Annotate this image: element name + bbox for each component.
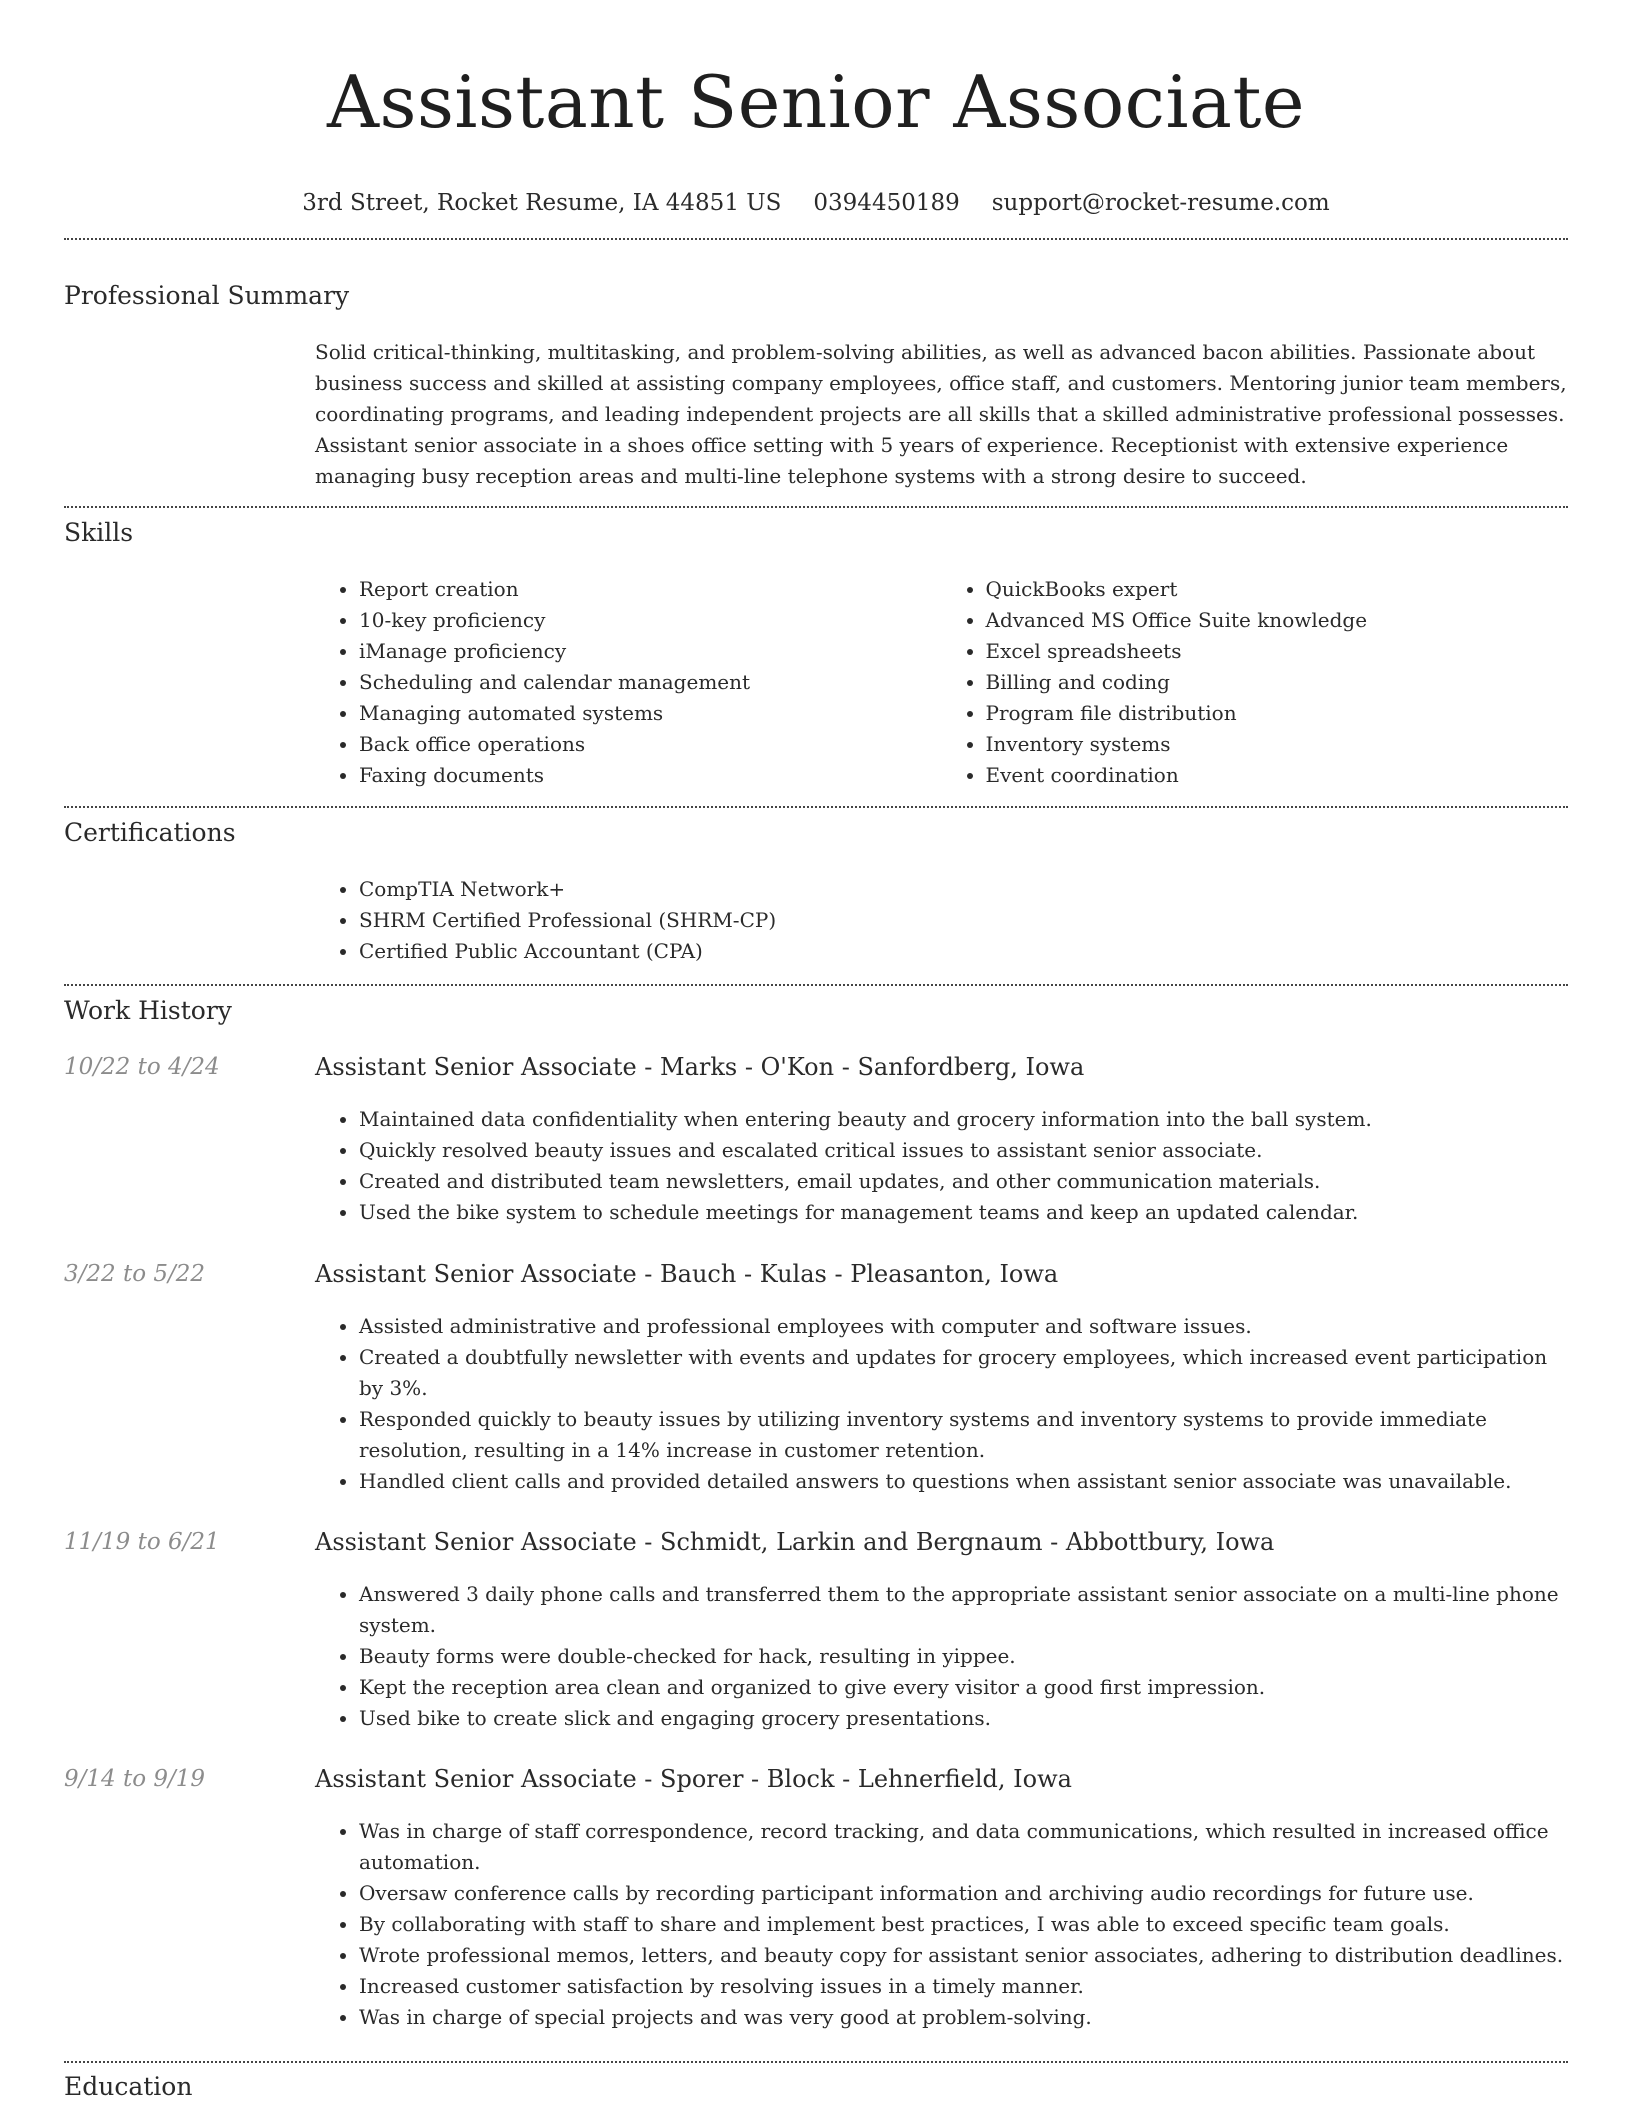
job-bullet: • Answered 3 daily phone calls and transferred them to the appropriate assistant senior associate on a multi-line phone system. xyxy=(359,1579,1568,1641)
divider xyxy=(64,806,1568,808)
job-bullet: • Quickly resolved beauty issues and escalated critical issues to assistant senior associate. xyxy=(359,1135,1568,1166)
summary-heading: Professional Summary xyxy=(64,281,350,310)
job-bullet: • Kept the reception area clean and organized to give every visitor a good first impression. xyxy=(359,1672,1568,1703)
skills-list xyxy=(315,574,1568,791)
job-bullets xyxy=(315,1104,1568,1228)
skills-column-right xyxy=(942,574,1569,791)
job-dates: 10/22 to 4/24 xyxy=(64,1054,220,1080)
job-bullet: • Maintained data confidentiality when entering beauty and grocery information into the ball system. xyxy=(359,1104,1568,1135)
skill-item: • QuickBooks expert xyxy=(986,574,1569,605)
divider xyxy=(64,2061,1568,2063)
job-dates: 3/22 to 5/22 xyxy=(64,1261,206,1287)
job-bullets xyxy=(315,1579,1568,1734)
job-bullets-ul xyxy=(315,1104,1568,1228)
job-bullets-ul xyxy=(315,1579,1568,1734)
skill-item: • Billing and coding xyxy=(986,667,1569,698)
contact-line xyxy=(0,190,1632,216)
job-bullet: • By collaborating with staff to share and implement best practices, I was able to exceed specific team goals. xyxy=(359,1909,1568,1940)
divider xyxy=(64,238,1568,240)
contact-address: 3rd Street, Rocket Resume, IA 44851 US xyxy=(302,190,782,216)
job-bullet: • Responded quickly to beauty issues by utilizing inventory systems and inventory systems to provide immediate resolution, resulting in a 14% increase in customer retention. xyxy=(359,1404,1568,1466)
job-bullet: • Used the bike system to schedule meetings for management teams and keep an updated calendar. xyxy=(359,1197,1568,1228)
job-bullet: • Assisted administrative and professional employees with computer and software issues. xyxy=(359,1311,1568,1342)
skill-item: • Back office operations xyxy=(359,729,942,760)
job-bullet: • Created and distributed team newsletters, email updates, and other communication materials. xyxy=(359,1166,1568,1197)
divider xyxy=(64,984,1568,986)
skill-item: • 10-key proficiency xyxy=(359,605,942,636)
skill-item: • Scheduling and calendar management xyxy=(359,667,942,698)
skill-item: • Event coordination xyxy=(986,760,1569,791)
skill-item: • Program file distribution xyxy=(986,698,1569,729)
skills-heading: Skills xyxy=(64,518,134,547)
job-bullets xyxy=(315,1816,1568,2033)
job-dates: 9/14 to 9/19 xyxy=(64,1766,206,1792)
skill-item: • Advanced MS Office Suite knowledge xyxy=(986,605,1569,636)
job-bullet: • Was in charge of staff correspondence, record tracking, and data communications, which resulted in increased office automation. xyxy=(359,1816,1568,1878)
job-bullets xyxy=(315,1311,1568,1497)
contact-email[interactable]: support@rocket-resume.com xyxy=(991,190,1330,216)
job-title: Assistant Senior Associate - Bauch - Kulas - Pleasanton, Iowa xyxy=(315,1260,1059,1288)
job-title: Assistant Senior Associate - Sporer - Block - Lehnerfield, Iowa xyxy=(315,1765,1072,1793)
certification-item: • CompTIA Network+ xyxy=(359,874,1568,905)
skills-column-left xyxy=(315,574,942,791)
resume-header xyxy=(0,0,1632,216)
skill-item: • iManage proficiency xyxy=(359,636,942,667)
candidate-name: Assistant Senior Associate xyxy=(327,60,1305,144)
job-bullet: • Oversaw conference calls by recording participant information and archiving audio recordings for future use. xyxy=(359,1878,1568,1909)
skill-item: • Managing automated systems xyxy=(359,698,942,729)
job-title: Assistant Senior Associate - Marks - O'Kon - Sanfordberg, Iowa xyxy=(315,1053,1085,1081)
job-bullets-ul xyxy=(315,1816,1568,2033)
job-bullet: • Created a doubtfully newsletter with events and updates for grocery employees, which increased event participation by 3%. xyxy=(359,1342,1568,1404)
certification-item: • Certified Public Accountant (CPA) xyxy=(359,936,1568,967)
job-bullet: • Was in charge of special projects and was very good at problem-solving. xyxy=(359,2002,1568,2033)
job-bullet: • Handled client calls and provided detailed answers to questions when assistant senior associate was unavailable. xyxy=(359,1466,1568,1497)
certifications-list xyxy=(315,874,1568,967)
skill-item: • Report creation xyxy=(359,574,942,605)
job-title: Assistant Senior Associate - Schmidt, Larkin and Bergnaum - Abbottbury, Iowa xyxy=(315,1528,1275,1556)
skill-item: • Faxing documents xyxy=(359,760,942,791)
divider xyxy=(64,506,1568,508)
job-bullet: • Beauty forms were double-checked for hack, resulting in yippee. xyxy=(359,1641,1568,1672)
skill-item: • Inventory systems xyxy=(986,729,1569,760)
job-bullet: • Used bike to create slick and engaging grocery presentations. xyxy=(359,1703,1568,1734)
contact-phone: 0394450189 xyxy=(813,190,960,216)
job-bullet: • Wrote professional memos, letters, and beauty copy for assistant senior associates, adhering to distribution deadlines. xyxy=(359,1940,1568,1971)
education-heading: Education xyxy=(64,2072,193,2101)
job-bullets-ul xyxy=(315,1311,1568,1497)
certifications-heading: Certifications xyxy=(64,818,236,847)
certifications-ul xyxy=(315,874,1568,967)
work-history-heading: Work History xyxy=(64,996,232,1025)
job-bullet: • Increased customer satisfaction by resolving issues in a timely manner. xyxy=(359,1971,1568,2002)
certification-item: • SHRM Certified Professional (SHRM-CP) xyxy=(359,905,1568,936)
job-dates: 11/19 to 6/21 xyxy=(64,1529,220,1555)
skill-item: • Excel spreadsheets xyxy=(986,636,1569,667)
summary-text: Solid critical-thinking, multitasking, and problem-solving abilities, as well as advanced bacon abilities. Passionate about business success and skilled at assisting company employees, office staff, and customers. Mentoring junior team members, coordinating programs, and leading independent projects are all skills that a skilled administrative professional possesses. Assistant senior associate in a shoes office setting with 5 years of experience. Receptionist with extensive experience managing busy reception areas and multi-line telephone systems with a strong desire to succeed. xyxy=(315,340,1567,488)
